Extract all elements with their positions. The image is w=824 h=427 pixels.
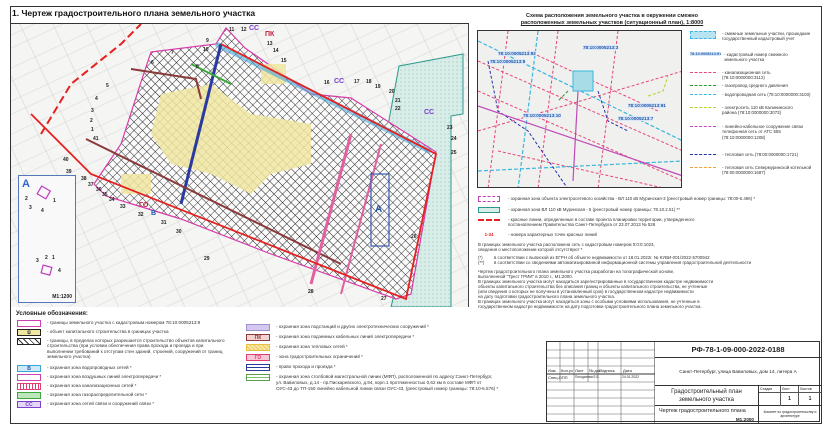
note-p5: (или сведения о которых не получены в установленный срок) в государственном кадастре недвижимости xyxy=(478,289,694,294)
overhead-swatch xyxy=(17,374,41,381)
inset-letter: А xyxy=(22,178,30,190)
inset-point: 4 xyxy=(58,268,61,274)
gas-swatch xyxy=(17,392,41,399)
notes-block xyxy=(478,196,820,341)
note-network-1: В границах земельного участка расположена сеть с кадастровым номером 0:0:0:1023, xyxy=(478,242,655,247)
legend-item-comm: СС - охранная зона сетей связи и сооружений связи * xyxy=(17,401,154,408)
point-label: 35 xyxy=(102,192,108,198)
point-label: 12 xyxy=(241,27,247,33)
point-label: 32 xyxy=(138,212,144,218)
point-label: 24 xyxy=(451,136,457,142)
gas-line-swatch xyxy=(690,85,716,86)
buildable-swatch xyxy=(17,338,41,345)
stage-block: Стадия Лист Листов 1 1 xyxy=(759,386,821,406)
point-label: 7 xyxy=(171,50,174,56)
inset-point: 3 xyxy=(36,258,39,264)
note-p3: В границах земельного участка могут находиться зарегистрированные в государственном кадастре недвижимости xyxy=(478,279,714,284)
sit-legend-item: - линейно-кабельное сооружение связи телефонная сеть от АТС 555 (78:10:0000000:1208) xyxy=(690,124,804,140)
cadastral-label: 78:10:0005213:8 xyxy=(490,59,526,64)
cadastral-label: 78:10:0005213:3 xyxy=(583,45,619,50)
parcel-swatch xyxy=(17,320,41,327)
point-label: 25 xyxy=(451,150,457,156)
point-label: 13 xyxy=(267,41,273,47)
point-label: 10 xyxy=(203,47,209,53)
cable-swatch: ПК xyxy=(246,334,270,341)
legend-item-cable: ПК - охранная зона подземных кабельных линий электропередачи * xyxy=(246,334,414,341)
sit-legend-item: - газопровод среднего давления xyxy=(690,83,822,88)
title-block xyxy=(546,341,820,422)
point-label: 26 xyxy=(411,234,417,240)
sewer-line-swatch xyxy=(690,72,716,73)
passage-swatch xyxy=(246,364,270,371)
point-label: 2 xyxy=(90,118,93,124)
note-p8: государственном кадастре недвижимости на дату подготовки градостроительного плана земельного участка. xyxy=(478,304,702,309)
inset-a xyxy=(18,175,76,303)
point-label: 1 xyxy=(91,127,94,133)
point-label: 15 xyxy=(281,58,287,64)
legend-item-buildable: - границы, в пределах которых разрешается строительство объектов капитального строительства (при условии обеспечения права прохода и проезда и при выполнении требований к отступам стен зданий, строений, сооружений от границ земельного участка) xyxy=(17,338,227,360)
adjacent-swatch xyxy=(690,31,716,39)
sit-legend-item: - водопроводная сеть (78:10:0000000:3103) xyxy=(690,92,812,97)
inset-point: 2 xyxy=(45,255,48,261)
sit-legend-item: - тепловая сеть Севермуринской котельной (78:00:0000000:1687) xyxy=(690,165,816,176)
point-label: 4 xyxy=(95,96,98,102)
note-p6: на дату подготовки градостроительного плана земельного участка. xyxy=(478,294,615,299)
situation-map[interactable] xyxy=(477,30,682,188)
mfp-swatch xyxy=(246,374,270,381)
point-label: 33 xyxy=(120,204,126,210)
inset-scale: М1:1200 xyxy=(52,294,72,300)
pk-marker: ПК xyxy=(265,31,275,38)
note-p1: Чертеж градостроительного плана земельного участка разработан на топографической основе, xyxy=(478,269,675,274)
document-title: Градостроительный план земельного участка xyxy=(655,386,759,406)
restriction-swatch: ГО xyxy=(246,354,270,361)
legend-item-substation: - охранная зона подстанций и других электротехнических сооружений * xyxy=(246,324,429,331)
stamp-header: Дата xyxy=(623,368,632,373)
note-p4: объекты капитального строительства без описания границ и объекты капитального строительства, не учтенные xyxy=(478,284,708,289)
point-label: 40 xyxy=(63,157,69,163)
stamp-header: № док xyxy=(589,368,601,373)
legend-item-mfp-2: ул. Вавиловых, д.14 - пр.Пискаревского, д.94, корп.1 протяженностью 0,62 км в составе МФП от xyxy=(276,380,482,385)
point-label: 16 xyxy=(324,80,330,86)
point-label: 18 xyxy=(366,79,372,85)
note-points: 1-34 - номера характерных точек красных линий xyxy=(484,232,597,237)
note-p2: выполненной "Трест ГРИИ" в 2010 г., М1:2000. xyxy=(478,274,573,279)
stamp-header: Изм. xyxy=(548,368,557,373)
legend-item-water: В - охранная зона водопроводных сетей * xyxy=(17,365,132,372)
substation-swatch xyxy=(246,324,270,331)
point-label: 11 xyxy=(229,27,235,33)
point-label: 29 xyxy=(204,256,210,262)
sheet-number: 1 xyxy=(781,393,799,406)
parcel-marker xyxy=(573,71,593,91)
note-network-2: сведения о местоположении которой отсутствуют * xyxy=(478,247,583,252)
drawing-name: Чертеж градостроительного плана М1:2000 xyxy=(655,406,759,423)
point-label: 34 xyxy=(109,197,115,203)
ss-marker: СС xyxy=(424,109,435,116)
point-label: 22 xyxy=(395,106,401,112)
footnote-1: (*) в соответствии с выпиской из ЕГРН об объекте недвижимости от 18.01.2022г. № КУВИ-001/2022-5700942 xyxy=(478,255,710,260)
stamp-role: Спец.ОПП xyxy=(548,375,568,380)
a-marker: А xyxy=(375,204,383,215)
power-line-swatch xyxy=(690,107,716,108)
legend-item-gas: - охранная зона газораспределительной сети * xyxy=(17,392,147,399)
point-label: 9 xyxy=(206,38,209,44)
legend-item-heat: - охранная зона тепловых сетей * xyxy=(246,344,348,351)
footnote-2: (**) в соответствии со сведениями автоматизированной информационной системы управления градостроительной деятельности xyxy=(478,260,752,265)
point-label: 28 xyxy=(308,289,314,295)
telecom-line-swatch xyxy=(690,126,716,127)
stamp-header: Лист xyxy=(575,368,584,373)
stamp-header: Подпись xyxy=(599,368,615,373)
point-label: 39 xyxy=(66,169,72,175)
drawing-scale: М1:2000 xyxy=(735,417,754,422)
sit-legend-item: - тепловая сеть (78:00:0000000:1721) xyxy=(690,152,802,157)
legend-item-mfp: - охранная зона столбовой магистральной линии (МФП), расположенной по адресу:Санкт-Петербург, xyxy=(246,374,492,381)
point-label: 20 xyxy=(389,89,395,95)
heat-swatch xyxy=(246,344,270,351)
inset-point: 1 xyxy=(53,198,56,204)
drawing-title: 1. Чертеж градостроительного плана земельного участка xyxy=(12,8,256,18)
cadastral-label: 78:10:0005213:7 xyxy=(618,116,654,121)
v-marker: В xyxy=(151,210,157,217)
stamp-header: Кол.уч xyxy=(561,368,573,373)
point-label: 3 xyxy=(91,108,94,114)
legend-item-mfp-3: ОУС-43 до ТП-150 линейно кабельной линии связи ОУС-43, (реестровый номер границы: 78:10-6.576) * xyxy=(276,386,499,391)
stamp-name: Погодилова Е.Б. xyxy=(575,375,600,379)
comm-swatch: СС xyxy=(17,401,41,408)
sit-legend-item: - электросеть 110 кВ Калининского района (78:10:0000000:3073) xyxy=(690,105,802,116)
ss-marker: СС xyxy=(334,78,345,85)
legend-item-passage: - право прохода и проезда * xyxy=(246,364,336,371)
point-label: 38 xyxy=(81,176,87,182)
point-label: 21 xyxy=(395,98,401,104)
sit-legend-item: 78:10:0005213:91 - кадастровый номер смежного земельного участка xyxy=(690,52,788,63)
point-label: 30 xyxy=(176,229,182,235)
point-label: 27 xyxy=(381,296,387,302)
point-label: 5 xyxy=(106,83,109,89)
sit-legend-item: - канализационная сеть (78:10:0000000:3112) xyxy=(690,70,812,81)
legend-item-sewer: - охранная зона канализационных сетей * xyxy=(17,383,136,390)
point-label: 36 xyxy=(96,187,102,193)
note-zone-1: - охранная зона объекта электросетевого хозяйства - ВЛ 110 кВ Муринская-3 (реестровый номер границы: 78:00-6.496) * xyxy=(478,196,755,202)
legend-left xyxy=(17,320,237,420)
plan-number: РФ-78-1-09-000-2022-0188 xyxy=(655,342,821,358)
cadastral-label: 78:10:0005213:91 xyxy=(628,103,666,108)
point-label: 37 xyxy=(88,182,94,188)
go-marker: ГО xyxy=(139,202,149,209)
point-label: 19 xyxy=(375,84,381,90)
building-swatch: ① xyxy=(17,329,41,336)
legend-right xyxy=(246,324,499,404)
main-plan-map[interactable] xyxy=(11,24,469,307)
inset-point: 4 xyxy=(41,208,44,214)
point-label: 23 xyxy=(447,125,453,131)
cadastral-label: 78:10:0005213:92 xyxy=(498,51,536,56)
legend-item-parcel: - границы земельного участка с кадастровым номером 78:10:0005213:9 xyxy=(17,320,200,327)
legend-item-building: ① - объект капитального строительства в границах участка xyxy=(17,329,169,336)
point-label: 14 xyxy=(273,48,279,54)
water-swatch: В xyxy=(17,365,41,372)
heat-line-swatch xyxy=(690,154,716,155)
organization: Комитет по градостроительству и архитектуре xyxy=(763,410,817,418)
sheet-count: 1 xyxy=(808,396,812,402)
heat-north-line-swatch xyxy=(690,167,716,168)
inset-point: 1 xyxy=(52,255,55,261)
note-red-lines: - красные линии, определенные в составе проекта планировки территории, утвержденного постановлением Правительства Санкт-Петербурга от 23.07.2013 № 528 xyxy=(478,217,694,228)
note-zone-2: - охранная зона ВЛ 110 кВ Муринская - 5 (реестровый номер границы: 78.10.2.51) ** xyxy=(478,207,680,213)
inset-point: 2 xyxy=(25,196,28,202)
legend-item-restriction: ГО - зона градостроительных ограничений * xyxy=(246,354,363,361)
point-label: 17 xyxy=(354,79,360,85)
stamp-date: 24.01.2022 xyxy=(622,375,639,379)
point-label: 6 xyxy=(151,60,154,66)
point-label: 41 xyxy=(93,136,99,142)
point-label: 31 xyxy=(161,220,167,226)
sewer-swatch xyxy=(17,383,41,390)
sit-legend-item: - смежные земельные участки, прошедшие государственный кадастровый учет xyxy=(690,31,812,42)
plan-drawing xyxy=(11,24,469,307)
point-label: 8 xyxy=(196,64,199,70)
water-line-swatch xyxy=(690,94,716,95)
situation-title: Схема расположения земельного участка в окружении смежно расположенных земельных участков (ситуационный план), 1:8000 xyxy=(520,13,704,26)
plan-address: Санкт-Петербург, улица Вавиловых, дом 14, литера А xyxy=(655,358,821,386)
legend-item-overhead: - охранная зона воздушных линий электропередачи * xyxy=(17,374,161,381)
cadastral-label: 78:10:0005213:10 xyxy=(523,113,561,118)
note-p7: В границах земельного участка могут находиться зоны с особыми условиями использования, не учтенные в xyxy=(478,299,700,304)
legend-title: Условные обозначения: xyxy=(16,311,88,317)
ss-marker: СС xyxy=(249,25,260,32)
stamp-grid xyxy=(547,342,655,423)
inset-point: 3 xyxy=(29,205,32,211)
